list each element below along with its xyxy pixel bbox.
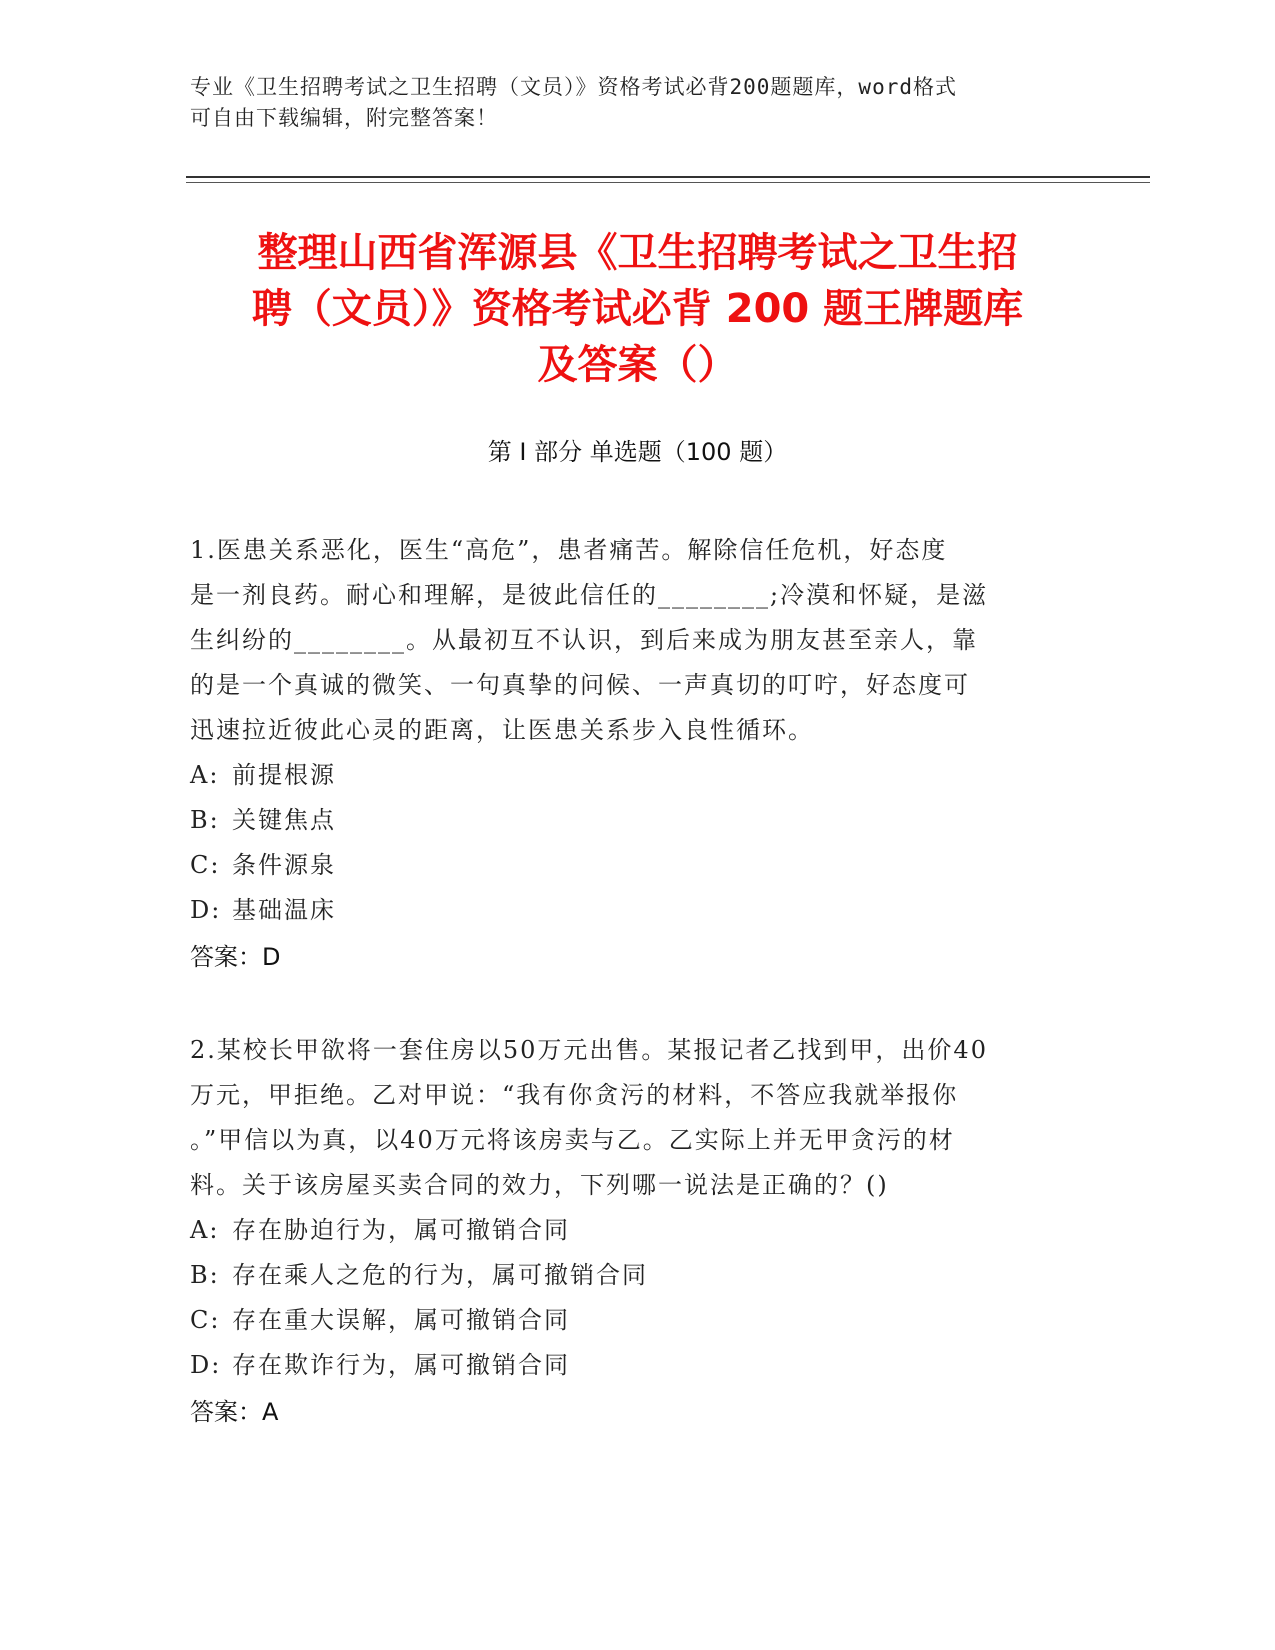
stem-line: 。”甲信以为真，以40万元将该房卖与乙。乙实际上并无甲贪污的材 (190, 1126, 955, 1154)
stem-line: 生纠纷的________。从最初互不认识，到后来成为朋友甚至亲人，靠 (190, 626, 978, 654)
option-d (190, 1343, 1080, 1388)
option-letter: A: (190, 1216, 220, 1244)
option-text: 存在乘人之危的行为，属可撤销合同 (232, 1261, 648, 1289)
option-letter: D: (190, 1351, 222, 1379)
document-title (150, 225, 1125, 393)
option-a (190, 753, 1080, 798)
option-letter: B: (190, 1261, 220, 1289)
option-text: 存在胁迫行为，属可撤销合同 (232, 1216, 570, 1244)
option-b (190, 1253, 1080, 1298)
option-b (190, 798, 1080, 843)
stem-line: 迅速拉近彼此心灵的距离，让医患关系步入良性循环。 (190, 716, 814, 744)
header-divider-thin (186, 182, 1150, 183)
title-line-2: 聘（文员）》资格考试必背 200 题王牌题库 (251, 286, 1024, 332)
stem-line: 料。关于该房屋买卖合同的效力，下列哪一说法是正确的？() (190, 1171, 889, 1199)
option-d (190, 888, 1080, 933)
option-a (190, 1208, 1080, 1253)
answer-line: 答案：D (190, 943, 281, 971)
question-2 (190, 1028, 1080, 1436)
title-line-3: 及答案（） (537, 342, 738, 388)
question-stem (190, 528, 1080, 753)
header-note-line-2: 可自由下载编辑，附完整答案！ (190, 106, 498, 130)
question-1 (190, 528, 1080, 981)
option-c (190, 843, 1080, 888)
stem-line: 2.某校长甲欲将一套住房以50万元出售。某报记者乙找到甲，出价40 (190, 1036, 988, 1064)
option-text: 基础温床 (232, 896, 336, 924)
header-note (190, 72, 1090, 134)
stem-line: 是一剂良药。耐心和理解，是彼此信任的________;冷漠和怀疑，是滋 (190, 581, 989, 609)
answer-line: 答案：A (190, 1398, 279, 1426)
header-note-line-1: 专业《卫生招聘考试之卫生招聘（文员）》资格考试必背200题题库，word格式 (190, 75, 957, 99)
option-text: 存在重大误解，属可撤销合同 (232, 1306, 570, 1334)
section-title: 第 I 部分 单选题（100 题） (487, 438, 788, 466)
option-text: 条件源泉 (232, 851, 336, 879)
option-text: 前提根源 (232, 761, 336, 789)
stem-line: 的是一个真诚的微笑、一句真挚的问候、一声真切的叮咛，好态度可 (190, 671, 970, 699)
question-stem (190, 1028, 1080, 1208)
option-c (190, 1298, 1080, 1343)
option-letter: B: (190, 806, 220, 834)
stem-line: 万元，甲拒绝。乙对甲说：“我有你贪污的材料，不答应我就举报你 (190, 1081, 959, 1109)
option-text: 存在欺诈行为，属可撤销合同 (232, 1351, 570, 1379)
stem-line: 1.医患关系恶化，医生“高危”，患者痛苦。解除信任危机，好态度 (190, 536, 948, 564)
title-line-1: 整理山西省浑源县《卫生招聘考试之卫生招 (257, 230, 1018, 276)
option-letter: A: (190, 761, 220, 789)
option-letter: D: (190, 896, 222, 924)
header-divider-thick (186, 176, 1150, 178)
option-letter: C: (190, 1306, 221, 1334)
option-text: 关键焦点 (232, 806, 336, 834)
option-letter: C: (190, 851, 221, 879)
